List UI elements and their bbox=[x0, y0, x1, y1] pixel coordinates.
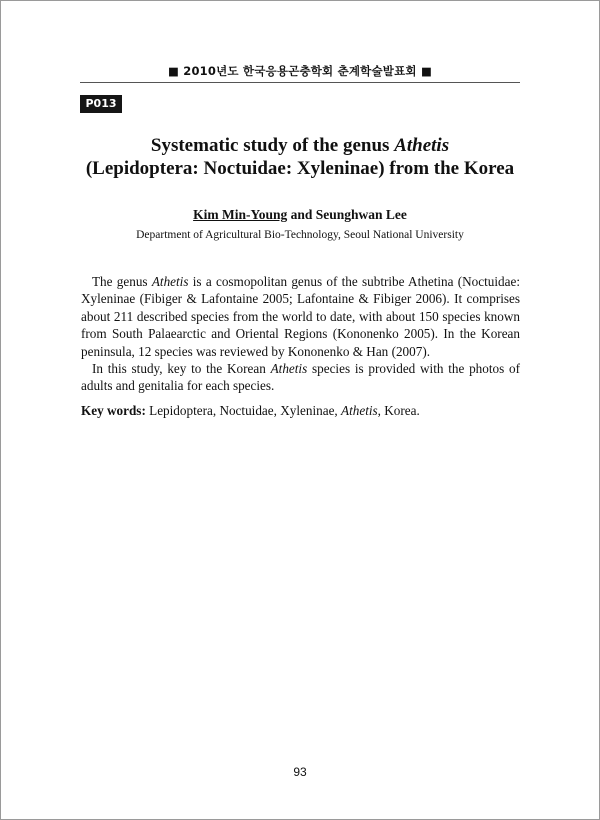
header-bullet-left: ■ bbox=[167, 64, 180, 78]
header-text: 2010년도 한국응용곤충학회 춘계학술발표회 bbox=[183, 64, 417, 78]
abstract-p1-text-b: is a cosmopolitan genus of the subtribe Athetina (Noctuidae: Xyleninae (Fibiger & Lafontaine 2005; Lafontaine & Fibiger 2006). It comprises about 211 described species from the world to date, with about 150 species known from South Palaearctic and Oriental Regions (Kononenko 2005). In the Korean peninsula, 12 species was reviewed by Kononenko & Han (2007). bbox=[81, 274, 520, 359]
abstract-paragraph-2 bbox=[81, 360, 520, 395]
running-header bbox=[0, 63, 600, 79]
header-bullet-right: ■ bbox=[420, 64, 433, 78]
presenting-author: Kim Min-Young bbox=[193, 207, 288, 222]
abstract-p2-text-a: In this study, key to the Korean bbox=[92, 361, 271, 377]
author-list bbox=[0, 207, 600, 223]
abstract bbox=[81, 273, 520, 395]
keywords-text-a: Lepidoptera, Noctuidae, Xyleninae, bbox=[145, 403, 342, 418]
page-number: 93 bbox=[293, 765, 307, 779]
title-genus: Athetis bbox=[394, 135, 450, 156]
abstract-paragraph-1 bbox=[81, 273, 520, 360]
header-rule bbox=[80, 82, 520, 83]
abstract-p2-genus: Athetis bbox=[270, 361, 308, 377]
abstract-p1-genus: Athetis bbox=[151, 274, 189, 289]
affiliation: Department of Agricultural Bio-Technology, Seoul National University bbox=[136, 229, 464, 241]
abstract-p2-text-b: species is provided with the photos of adults and genitalia for each species. bbox=[81, 361, 521, 394]
keywords-genus: Athetis bbox=[341, 403, 378, 418]
title-line-1 bbox=[60, 134, 540, 157]
title-prefix: Systematic study of the genus bbox=[150, 135, 395, 156]
keywords bbox=[81, 402, 520, 419]
abstract-p1-text-a: The genus bbox=[92, 274, 152, 289]
title-line-2: (Lepidoptera: Noctuidae: Xyleninae) from the Korea bbox=[85, 158, 515, 179]
keywords-text-b: , Korea. bbox=[377, 403, 420, 418]
co-authors: and Seunghwan Lee bbox=[287, 207, 407, 222]
keywords-label: Key words: bbox=[81, 403, 146, 418]
poster-id-badge: P013 bbox=[80, 95, 122, 113]
paper-title bbox=[60, 134, 540, 180]
